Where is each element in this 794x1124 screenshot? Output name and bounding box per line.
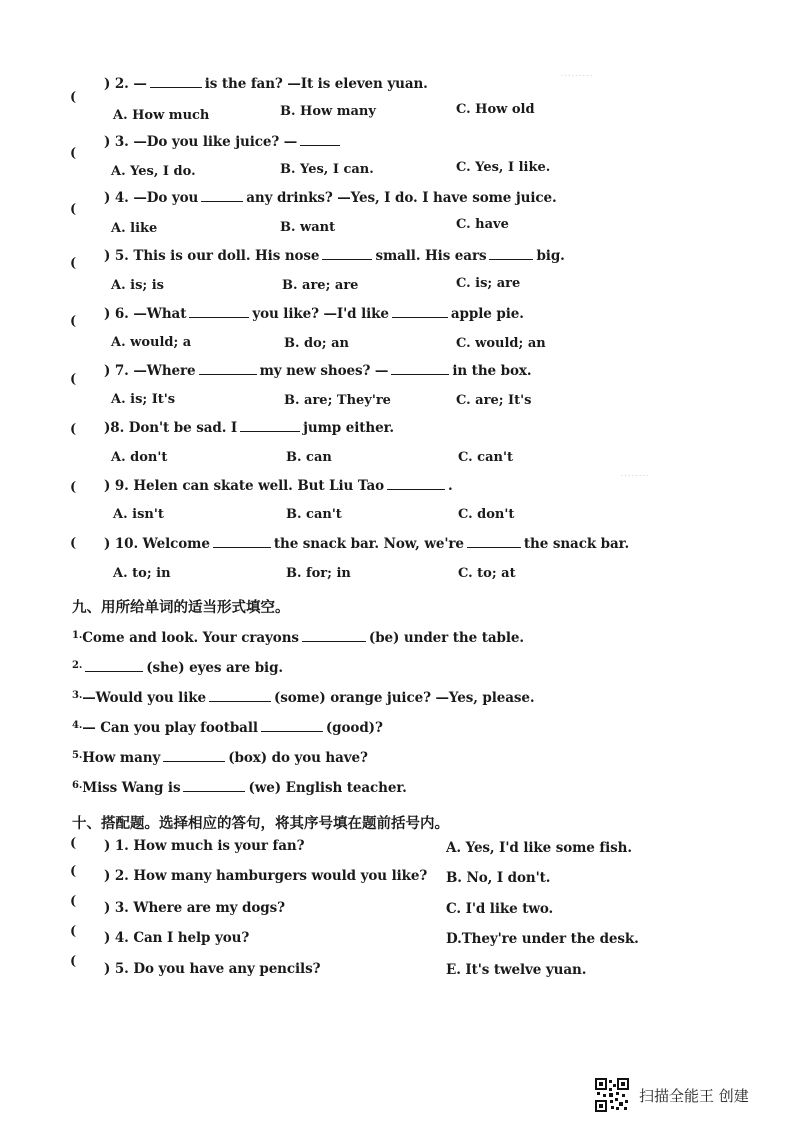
fill-question-4: $^{4.}$— Can you play football (good)? [72, 720, 383, 736]
match-answer: A. Yes, I'd like some fish. [446, 840, 632, 856]
answer-bracket[interactable]: ( [70, 422, 77, 437]
option-c: C. is; are [456, 276, 521, 291]
match-answer: B. No, I don't. [446, 870, 551, 886]
option-b: B. are; They're [284, 393, 391, 408]
option-c: C. are; It's [456, 393, 532, 408]
option-b: B. are; are [282, 278, 359, 293]
match-answer: E. It's twelve yuan. [446, 962, 587, 978]
option-b: B. can [286, 450, 332, 465]
question-text: ) 6. —What you like? —I'd like apple pie. [104, 306, 524, 322]
option-a: A. isn't [113, 507, 164, 522]
answer-bracket[interactable]: ( [70, 864, 77, 879]
section-10-heading: 十、搭配题。选择相应的答句，将其序号填在题前括号内。 [72, 816, 449, 832]
option-c: C. Yes, I like. [456, 160, 551, 175]
answer-bracket[interactable]: ( [70, 90, 77, 105]
question-text: ) 3. —Do you like juice? — [104, 134, 343, 150]
bleed-through-text: ········ [620, 470, 650, 482]
question-text: ) 10. Welcome the snack bar. Now, we're the snack bar. [104, 536, 630, 552]
option-a: A. is; It's [111, 392, 176, 407]
option-c: C. don't [458, 507, 515, 522]
match-question: ) 4. Can I help you? [104, 930, 250, 946]
fill-question-2: $^{2.}$ (she) eyes are big. [72, 660, 284, 676]
option-c: C. to; at [458, 566, 516, 581]
answer-bracket[interactable]: ( [70, 372, 77, 387]
question-text: ) 9. Helen can skate well. But Liu Tao . [104, 478, 453, 494]
match-question: ) 2. How many hamburgers would you like? [104, 868, 428, 884]
option-a: A. to; in [113, 566, 171, 581]
answer-bracket[interactable]: ( [70, 202, 77, 217]
match-question: ) 5. Do you have any pencils? [104, 961, 321, 977]
option-b: B. can't [286, 507, 342, 522]
answer-bracket[interactable]: ( [70, 256, 77, 271]
fill-question-6: $^{6.}$Miss Wang is (we) English teacher. [72, 780, 407, 796]
match-answer: C. I'd like two. [446, 901, 554, 917]
question-text: ) 4. —Do you any drinks? —Yes, I do. I have some juice. [104, 190, 557, 206]
scanner-watermark [595, 1078, 780, 1114]
match-question: ) 1. How much is your fan? [104, 838, 305, 854]
option-a: A. don't [111, 450, 168, 465]
section-9-heading: 九、用所给单词的适当形式填空。 [72, 600, 290, 616]
match-question: ) 3. Where are my dogs? [104, 900, 285, 916]
option-b: B. for; in [286, 566, 351, 581]
fill-question-3: $^{3.}$—Would you like (some) orange juice? —Yes, please. [72, 690, 535, 706]
question-text: ) 5. This is our doll. His nose small. His ears big. [104, 248, 565, 264]
option-c: C. have [456, 217, 509, 232]
option-c: C. would; an [456, 336, 546, 351]
option-c: C. How old [456, 102, 535, 117]
fill-question-1: $^{1.}$Come and look. Your crayons (be) under the table. [72, 630, 524, 646]
answer-bracket[interactable]: ( [70, 146, 77, 161]
fill-question-5: $^{5.}$How many (box) do you have? [72, 750, 368, 766]
question-text: ) 7. —Where my new shoes? — in the box. [104, 363, 532, 379]
option-a: A. is; is [111, 278, 164, 293]
option-b: B. How many [280, 104, 376, 119]
option-b: B. Yes, I can. [280, 162, 374, 177]
option-a: A. Yes, I do. [111, 164, 196, 179]
option-a: A. like [111, 221, 158, 236]
answer-bracket[interactable]: ( [70, 954, 77, 969]
qr-code-icon [595, 1078, 629, 1112]
question-text: ) 2. — is the fan? —It is eleven yuan. [104, 76, 428, 92]
answer-bracket[interactable]: ( [70, 836, 77, 851]
watermark-text: 扫描全能王 创建 [639, 1087, 749, 1105]
answer-bracket[interactable]: ( [70, 536, 77, 551]
answer-bracket[interactable]: ( [70, 314, 77, 329]
option-a: A. How much [113, 108, 210, 123]
option-b: B. do; an [284, 336, 349, 351]
option-c: C. can't [458, 450, 513, 465]
answer-bracket[interactable]: ( [70, 924, 77, 939]
match-answer: D.They're under the desk. [446, 931, 639, 947]
answer-bracket[interactable]: ( [70, 894, 77, 909]
bleed-through-text: ········· [560, 70, 593, 82]
question-text: )8. Don't be sad. I jump either. [104, 420, 394, 436]
answer-bracket[interactable]: ( [70, 480, 77, 495]
option-b: B. want [280, 220, 336, 235]
option-a: A. would; a [111, 335, 192, 350]
